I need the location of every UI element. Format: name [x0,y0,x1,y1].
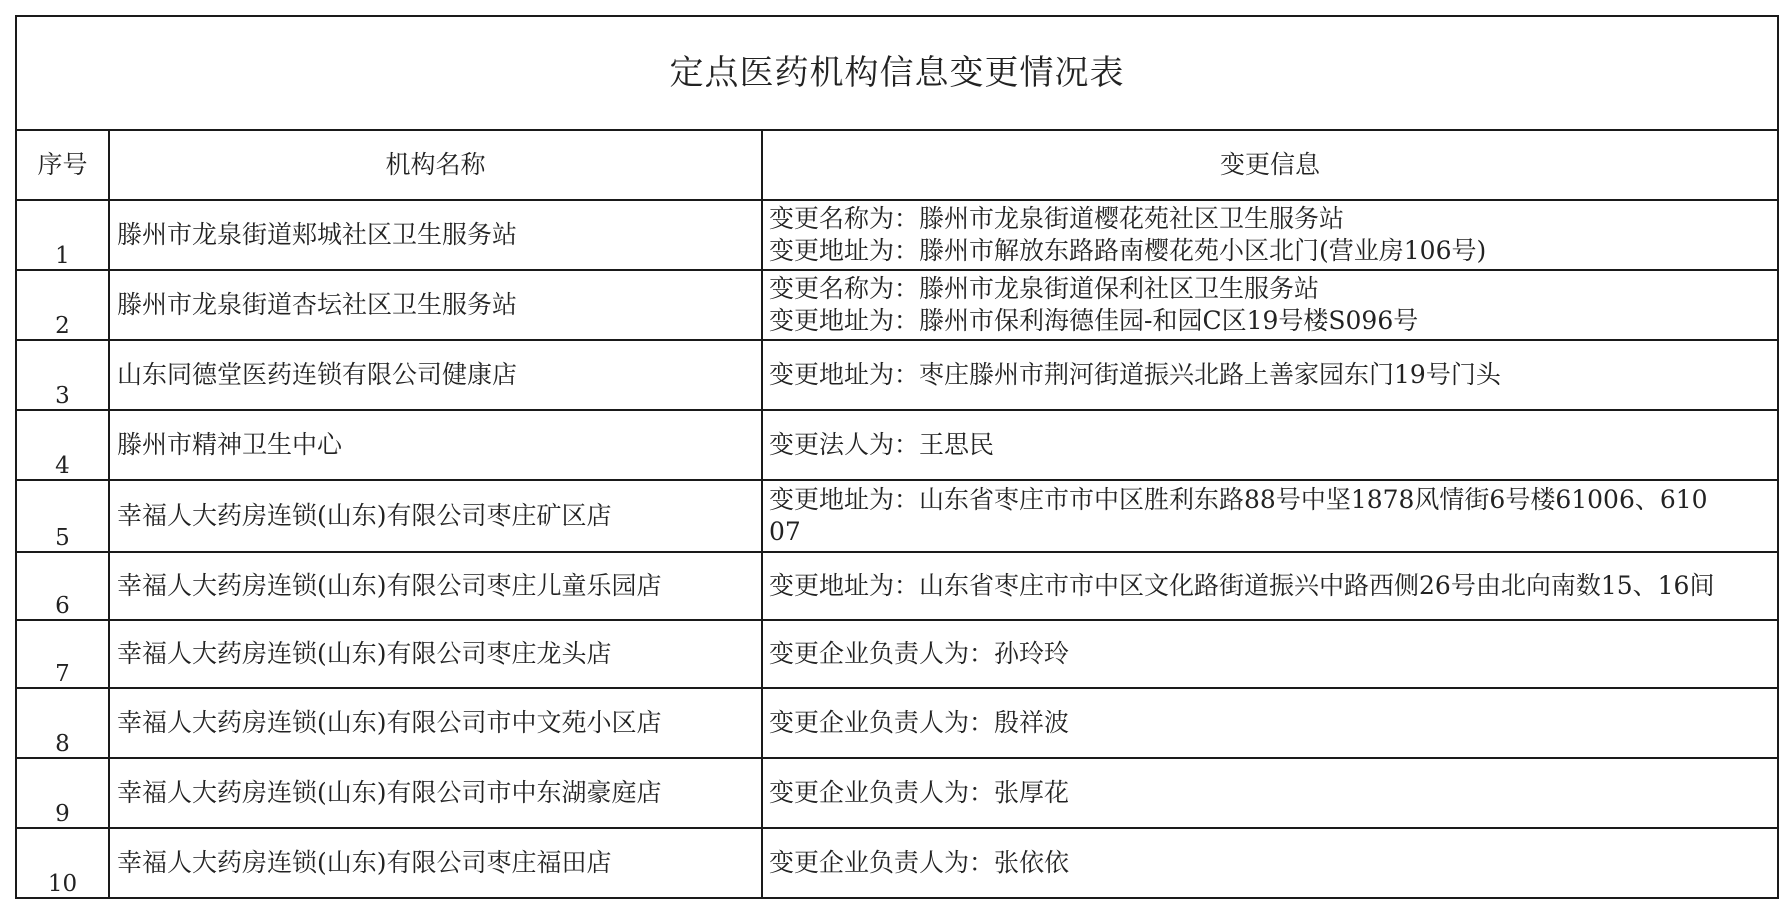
table-row [16,828,1778,898]
change-info-line: 变更地址为：滕州市保利海德佳园-和园C区19号楼S096号 [769,306,1419,335]
change-info-line: 变更企业负责人为：孙玲玲 [769,639,1070,668]
change-info-line: 变更法人为：王思民 [769,430,995,459]
row-change-info [762,270,1778,340]
row-change-info [762,620,1778,688]
row-change-info [762,828,1778,898]
table-row [16,270,1778,340]
table-row [16,552,1778,620]
row-seq: 3 [16,340,109,410]
row-seq: 4 [16,410,109,480]
row-org-name: 幸福人大药房连锁(山东)有限公司枣庄龙头店 [109,620,762,688]
table-row [16,200,1778,270]
row-change-info [762,200,1778,270]
table-row [16,410,1778,480]
row-org-name: 山东同德堂医药连锁有限公司健康店 [109,340,762,410]
title-row [16,16,1778,130]
row-seq: 10 [16,828,109,898]
row-seq: 7 [16,620,109,688]
row-seq: 2 [16,270,109,340]
table-row [16,480,1778,552]
row-seq: 6 [16,552,109,620]
row-change-info [762,410,1778,480]
row-org-name: 幸福人大药房连锁(山东)有限公司市中文苑小区店 [109,688,762,758]
change-info-line: 变更名称为：滕州市龙泉街道保利社区卫生服务站 [769,274,1320,303]
change-info-line: 变更企业负责人为：张依依 [769,848,1070,877]
change-info-line: 变更地址为：山东省枣庄市市中区胜利东路88号中坚1878风情街6号楼61006、61007 [769,485,1708,546]
row-org-name: 滕州市精神卫生中心 [109,410,762,480]
table-row [16,340,1778,410]
row-change-info [762,552,1778,620]
row-change-info [762,758,1778,828]
table-row [16,688,1778,758]
change-info-line: 变更地址为：山东省枣庄市市中区文化路街道振兴中路西侧26号由北向南数15、16间 [769,571,1715,600]
row-org-name: 幸福人大药房连锁(山东)有限公司市中东湖豪庭店 [109,758,762,828]
row-change-info [762,480,1778,552]
change-info-line: 变更企业负责人为：张厚花 [769,778,1070,807]
header-name: 机构名称 [109,130,762,200]
change-info-line: 变更地址为：滕州市解放东路路南樱花苑小区北门(营业房106号) [769,236,1487,265]
row-org-name: 滕州市龙泉街道杏坛社区卫生服务站 [109,270,762,340]
header-seq: 序号 [16,130,109,200]
row-change-info [762,688,1778,758]
header-row [16,130,1778,200]
row-org-name: 幸福人大药房连锁(山东)有限公司枣庄福田店 [109,828,762,898]
row-org-name: 幸福人大药房连锁(山东)有限公司枣庄儿童乐园店 [109,552,762,620]
change-info-line: 变更企业负责人为：殷祥波 [769,708,1070,737]
row-seq: 8 [16,688,109,758]
table-body [16,200,1778,898]
row-seq: 1 [16,200,109,270]
header-info: 变更信息 [762,130,1778,200]
row-change-info [762,340,1778,410]
change-info-line: 变更地址为：枣庄滕州市荆河街道振兴北路上善家园东门19号门头 [769,360,1501,389]
change-info-line: 变更名称为：滕州市龙泉街道樱花苑社区卫生服务站 [769,204,1345,233]
row-seq: 5 [16,480,109,552]
row-org-name: 幸福人大药房连锁(山东)有限公司枣庄矿区店 [109,480,762,552]
table-row [16,758,1778,828]
change-info-table [15,15,1779,899]
table-row [16,620,1778,688]
row-org-name: 滕州市龙泉街道郏城社区卫生服务站 [109,200,762,270]
table-title: 定点医药机构信息变更情况表 [16,16,1778,130]
row-seq: 9 [16,758,109,828]
